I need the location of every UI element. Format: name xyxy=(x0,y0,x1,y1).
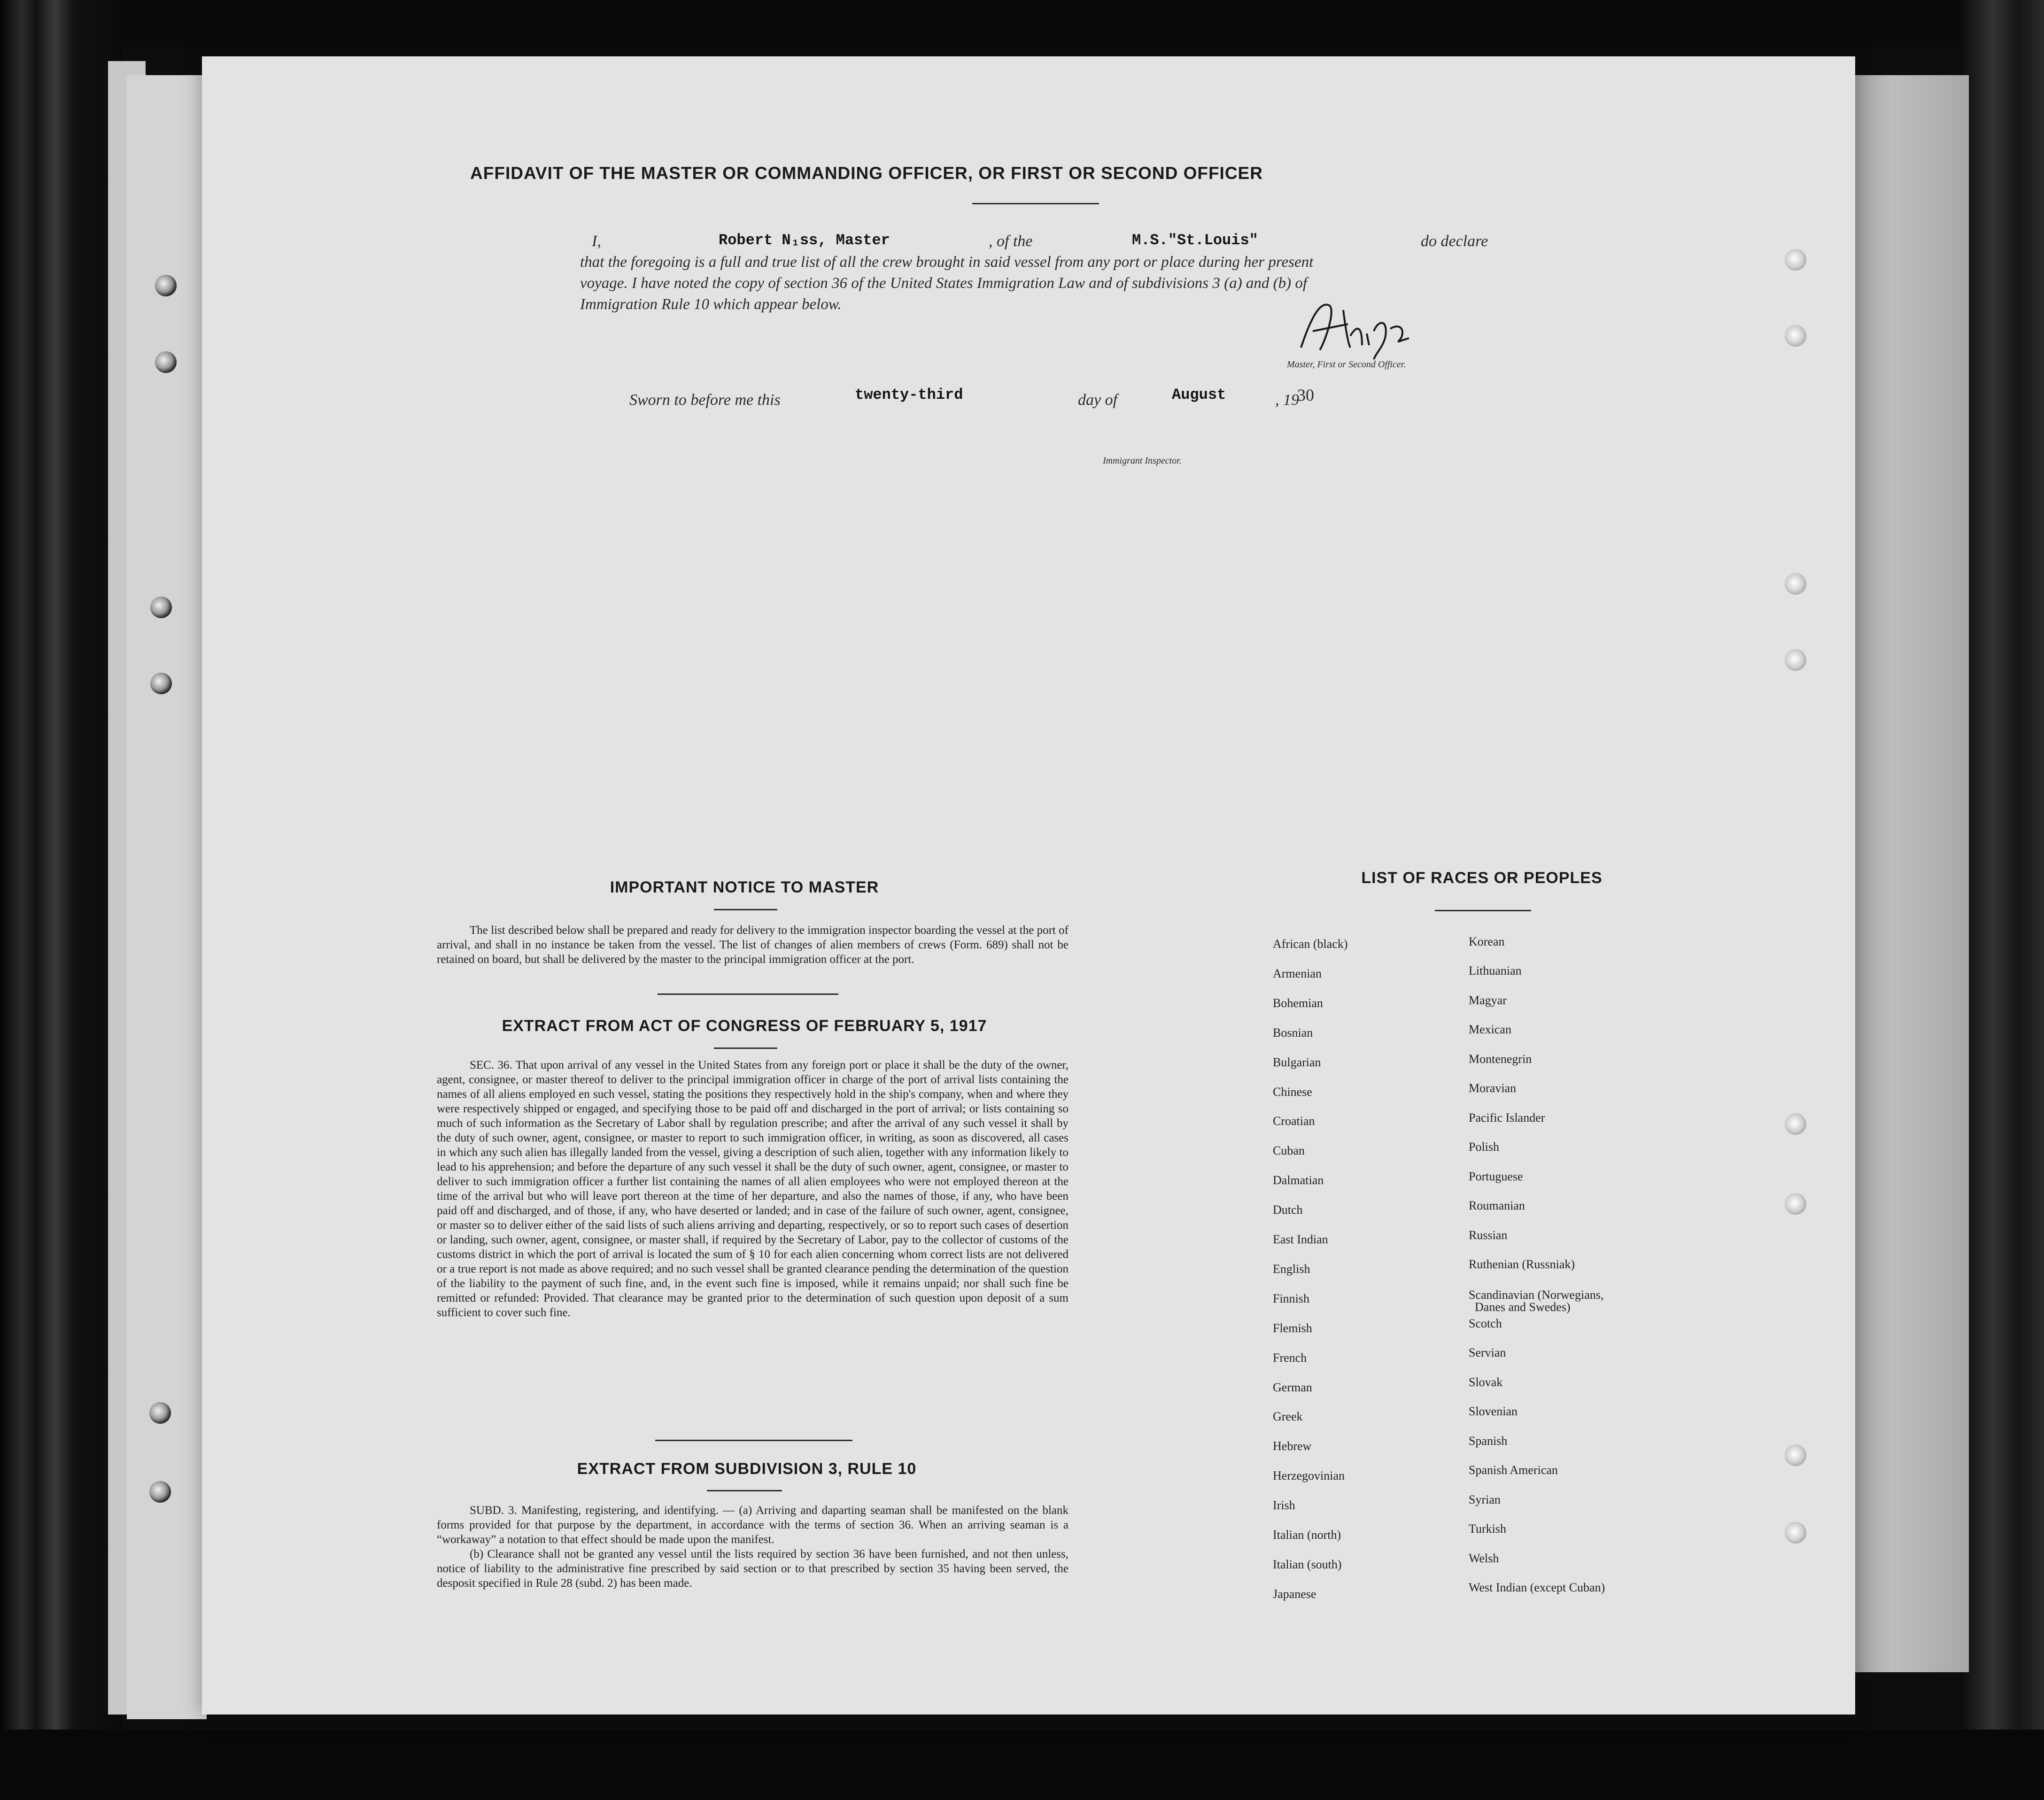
race-item: West Indian (except Cuban) xyxy=(1469,1581,1605,1594)
race-item: East Indian xyxy=(1273,1233,1328,1246)
act-title-rule xyxy=(714,1047,777,1049)
punch-hole-icon xyxy=(1785,1444,1806,1466)
race-item: Italian (north) xyxy=(1273,1528,1341,1542)
affidavit-line-2: that the foregoing is a full and true list of all the crew brought in said vessel from any port or place during her present xyxy=(580,254,1314,271)
sworn-day-of: day of xyxy=(1078,391,1118,409)
binder-ring-icon xyxy=(149,1402,171,1424)
affidavit-line-4: Immigration Rule 10 which appear below. xyxy=(580,296,842,313)
race-item: Italian (south) xyxy=(1273,1557,1342,1571)
race-item: Hebrew xyxy=(1273,1439,1312,1453)
punch-hole-icon xyxy=(1785,249,1806,271)
race-item: African (black) xyxy=(1273,937,1348,951)
binder-edge-sheets xyxy=(127,75,207,1719)
master-signature xyxy=(1292,291,1432,362)
race-item: Magyar xyxy=(1469,993,1507,1007)
rule-paragraph-a: SUBD. 3. Manifesting, registering, and identifying. — (a) Arriving and daparting seaman shall be manifested on the blank forms provided for that purpose by the department, in accordance with the terms of section 36. When an arriving seaman is a “workaway” a notation to that effect should be made upon the manifest. xyxy=(437,1504,1068,1546)
race-item: Irish xyxy=(1273,1498,1295,1513)
punch-hole-icon xyxy=(1785,573,1806,595)
binder-ring-icon xyxy=(149,1481,171,1503)
master-name: Robert N₁ss, Master xyxy=(719,232,890,249)
punch-hole-icon xyxy=(1785,325,1806,347)
act-title: EXTRACT FROM ACT OF CONGRESS OF FEBRUARY 5, 1917 xyxy=(502,1017,987,1035)
race-item: Slovak xyxy=(1469,1375,1503,1389)
race-item: Chinese xyxy=(1273,1085,1312,1099)
race-item: Syrian xyxy=(1469,1493,1501,1506)
race-item: Bosnian xyxy=(1273,1025,1313,1040)
race-item: Portuguese xyxy=(1469,1170,1523,1183)
binder-ring-icon xyxy=(150,597,172,618)
race-item: Welsh xyxy=(1469,1552,1499,1565)
scan-border-bottom xyxy=(0,1730,2044,1800)
punch-hole-icon xyxy=(1785,1193,1806,1215)
race-item: Slovenian xyxy=(1469,1404,1518,1418)
scan-border-right xyxy=(1959,0,2044,1800)
sworn-year-prefix: , 19 xyxy=(1275,391,1299,409)
scan-border-left xyxy=(0,0,122,1800)
race-item: Danes and Swedes) xyxy=(1475,1300,1571,1314)
sworn-year-suffix: 30 xyxy=(1297,386,1314,404)
sworn-prefix: Sworn to before me this xyxy=(629,391,781,409)
race-item: Dalmatian xyxy=(1273,1173,1324,1187)
race-item: Moravian xyxy=(1469,1081,1517,1095)
section-divider xyxy=(655,1440,852,1441)
race-item: Lithuanian xyxy=(1469,964,1522,978)
punch-hole-icon xyxy=(1785,1113,1806,1135)
race-item: Montenegrin xyxy=(1469,1052,1532,1066)
race-item: Flemish xyxy=(1273,1321,1312,1335)
sworn-day: twenty-third xyxy=(855,386,963,403)
notice-title: IMPORTANT NOTICE TO MASTER xyxy=(610,878,879,896)
race-item: Finnish xyxy=(1273,1291,1310,1305)
race-item: German xyxy=(1273,1380,1312,1394)
race-item: Servian xyxy=(1469,1346,1506,1359)
race-item: Bohemian xyxy=(1273,996,1323,1010)
rule-paragraph-b: (b) Clearance shall not be granted any vessel until the lists required by section 36 have been furnished, and not then unless, notice of liability to the administrative fine prescribed by said section or to that prescribed by section 35 having been served, the desposit specified in Rule 28 (subd. 2) has been made. xyxy=(437,1548,1068,1590)
act-paragraph: SEC. 36. That upon arrival of any vessel in the United States from any foreign port or place it shall be the duty of the owner, agent, consignee, or master thereof to deliver to the principal immigration officer in charge of the port of arrival lists containing the names of all aliens employed en such vessel, stating the positions they respectively hold in the ship's company, when and where they were respectively shipped or engaged, and specifying those to be paid off and discharged in the port of arrival; or lists containing so much of such information as the Secretary of Labor shall by regulation prescribe; and after the arrival of any such vessel it shall by the duty of such owner, agent, consignee, or master to report to such immigration officer, in writing, as soon as discovered, all cases in which any such alien has illegally landed from the vessel, giving a description of such alien, together with any information likely to lead to his apprehension; and before the departure of any such vessel it shall be the duty of such owner, agent, consignee, or master to deliver to such immigration officer a further list containing the names of all alien employees who were not employed thereon at the time of the arrival but who will leave port thereon at the time of her departure, and also the names of those, if any, who have been paid off and discharged, and of those, if any, who have deserted or landed; and in case of the failure of such owner, agent, consignee, or master so to deliver either of the said lists of such aliens arriving and departing, respectively, or so to report such cases of desertion or landing, such owner, agent, consignee, or master shall, if required by the Secretary of Labor, pay to the collector of customs of the customs district in which the port of arrival is located the sum of § 10 for each alien concerning whom correct lists are not delivered or a true report is not made as above required; and no such vessel shall be granted clearance pending the determination of the question of the liability to the payment of such fine, and, in the event such fine is imposed, while it remains unpaid; nor shall such fine be remitted or refunded: Provided. That clearance may be granted prior to the determination of such question upon deposit of a sum sufficient to cover such fine. xyxy=(437,1059,1068,1319)
rule-text xyxy=(437,1503,1068,1591)
race-item: Russian xyxy=(1469,1228,1508,1242)
signature-caption: Master, First or Second Officer. xyxy=(1287,359,1406,370)
inspector-caption: Immigrant Inspector. xyxy=(1103,456,1182,466)
race-item: Spanish American xyxy=(1469,1463,1558,1477)
race-item: Armenian xyxy=(1273,966,1322,980)
act-text xyxy=(437,1058,1068,1320)
race-item: Herzegovinian xyxy=(1273,1469,1345,1483)
notice-title-rule xyxy=(714,909,777,910)
notice-paragraph: The list described below shall be prepared and ready for delivery to the immigration inspector boarding the vessel at the port of arrival, and shall in no instance be taken from the vessel. The list of changes of alien members of crews (Form. 689) shall not be retained on board, but shall be delivered by the master to the principal immigration officer at the port. xyxy=(437,924,1068,966)
binder-ring-icon xyxy=(155,351,177,373)
scan-border-top xyxy=(0,0,2044,47)
punch-hole-icon xyxy=(1785,1522,1806,1544)
race-item: Cuban xyxy=(1273,1144,1305,1158)
races-title-rule xyxy=(1435,910,1531,911)
rule-title: EXTRACT FROM SUBDIVISION 3, RULE 10 xyxy=(577,1460,917,1478)
punch-hole-icon xyxy=(1785,649,1806,671)
race-item: Croatian xyxy=(1273,1114,1315,1128)
affidavit-do-declare: do declare xyxy=(1421,233,1488,250)
sworn-month: August xyxy=(1172,386,1226,403)
affidavit-i: I, xyxy=(592,233,601,250)
affidavit-of-the: , of the xyxy=(989,233,1033,250)
race-item: Greek xyxy=(1273,1410,1303,1424)
rule-title-rule xyxy=(707,1490,782,1491)
affidavit-title: AFFIDAVIT OF THE MASTER OR COMMANDING OFFICER, OR FIRST OR SECOND OFFICER xyxy=(470,163,1263,183)
races-title: LIST OF RACES OR PEOPLES xyxy=(1361,869,1603,887)
section-divider xyxy=(658,993,838,995)
affidavit-line-3: voyage. I have noted the copy of section 36 of the United States Immigration Law and of subdivisions 3 (a) and (b) of xyxy=(580,275,1308,292)
binder-ring-icon xyxy=(150,673,172,694)
race-item: Scotch xyxy=(1469,1317,1502,1330)
race-item: Scandinavian (Norwegians, xyxy=(1469,1288,1604,1302)
race-item: French xyxy=(1273,1350,1307,1365)
race-item: Turkish xyxy=(1469,1522,1506,1536)
race-item: Mexican xyxy=(1469,1023,1511,1036)
race-item: English xyxy=(1273,1262,1310,1276)
race-item: Bulgarian xyxy=(1273,1055,1321,1069)
underlying-sheet xyxy=(1841,75,1969,1672)
binder-ring-icon xyxy=(155,275,177,296)
race-item: Pacific Islander xyxy=(1469,1111,1545,1125)
race-item: Roumanian xyxy=(1469,1199,1525,1212)
race-item: Korean xyxy=(1469,935,1505,948)
notice-text xyxy=(437,923,1068,967)
race-item: Japanese xyxy=(1273,1587,1316,1601)
race-item: Polish xyxy=(1469,1140,1500,1154)
vessel-name: M.S."St.Louis" xyxy=(1132,232,1258,249)
document-page xyxy=(202,56,1855,1715)
affidavit-title-rule xyxy=(972,203,1099,204)
race-item: Ruthenian (Russniak) xyxy=(1469,1257,1575,1271)
race-item: Dutch xyxy=(1273,1203,1303,1217)
race-item: Spanish xyxy=(1469,1434,1508,1448)
